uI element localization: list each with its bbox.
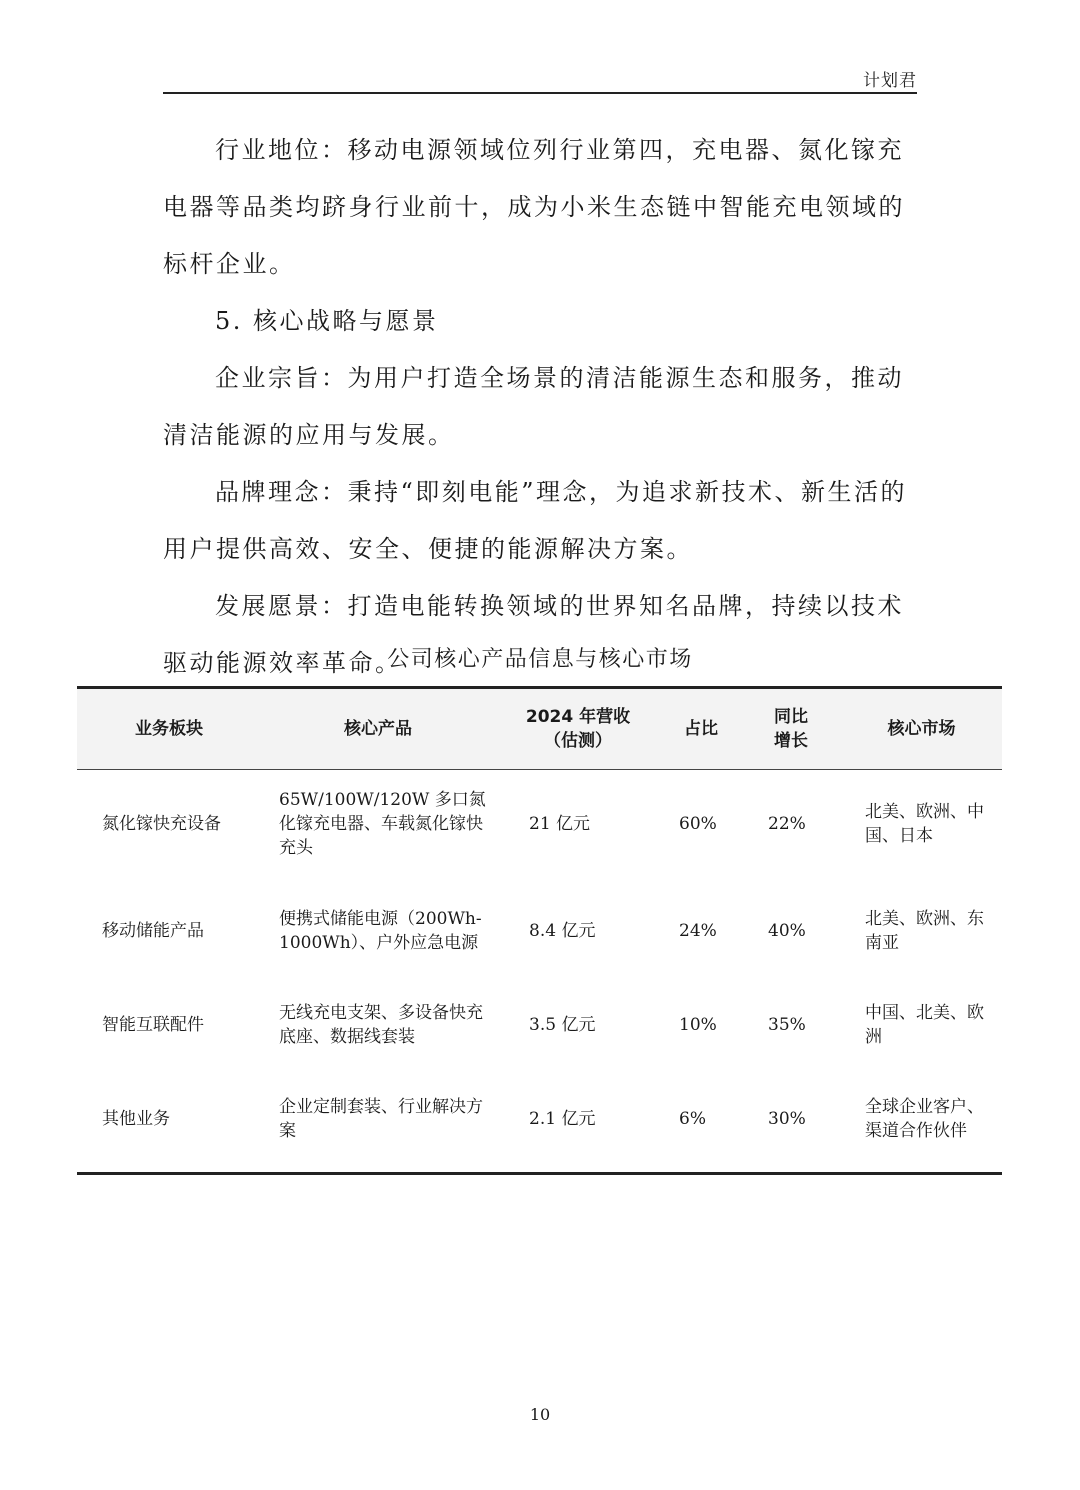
header-markets: 核心市场 bbox=[841, 688, 1002, 770]
cell-segment: 其他业务 bbox=[102, 1109, 170, 1129]
cell-markets: 北美、欧洲、东南亚 bbox=[865, 909, 984, 953]
cell-products: 企业定制套装、行业解决方案 bbox=[279, 1097, 483, 1141]
cell-segment: 氮化镓快充设备 bbox=[102, 814, 221, 834]
table-header-row bbox=[77, 688, 1002, 770]
cell-products: 便携式储能电源（200Wh-1000Wh）、户外应急电源 bbox=[279, 909, 482, 953]
cell-markets: 北美、欧洲、中国、日本 bbox=[865, 802, 984, 846]
cell-growth: 30% bbox=[768, 1109, 806, 1129]
cell-share: 10% bbox=[679, 1015, 717, 1035]
cell-growth: 35% bbox=[768, 1015, 806, 1035]
header-segment: 业务板块 bbox=[77, 688, 261, 770]
cell-markets: 全球企业客户、渠道合作伙伴 bbox=[865, 1097, 984, 1141]
paragraph-mission: 企业宗旨：为用户打造全场景的清洁能源生态和服务，推动清洁能源的应用与发展。 bbox=[163, 364, 904, 449]
products-table bbox=[77, 686, 1002, 1175]
paragraph-industry-position: 行业地位：移动电源领域位列行业第四，充电器、氮化镓充电器等品类均跻身行业前十，成为小米生态链中智能充电领域的标杆企业。 bbox=[163, 136, 905, 278]
table-row bbox=[77, 878, 1002, 984]
table-row bbox=[77, 984, 1002, 1066]
cell-products: 65W/100W/120W 多口氮化镓充电器、车载氮化镓快充头 bbox=[279, 790, 486, 858]
header-share: 占比 bbox=[661, 688, 741, 770]
cell-growth: 22% bbox=[768, 814, 806, 834]
cell-share: 60% bbox=[679, 814, 717, 834]
header-revenue: 2024 年营收（估测） bbox=[495, 688, 661, 770]
header-products: 核心产品 bbox=[261, 688, 495, 770]
table-row bbox=[77, 770, 1002, 879]
header-title: 计划君 bbox=[863, 71, 917, 91]
cell-revenue: 2.1 亿元 bbox=[529, 1109, 596, 1129]
page-header bbox=[163, 60, 917, 94]
section-heading: 5. 核心战略与愿景 bbox=[215, 307, 439, 335]
table-row bbox=[77, 1066, 1002, 1174]
cell-markets: 中国、北美、欧洲 bbox=[865, 1003, 984, 1047]
header-growth: 同比增长 bbox=[741, 688, 841, 770]
table-caption: 公司核心产品信息与核心市场 bbox=[387, 647, 693, 672]
cell-segment: 移动储能产品 bbox=[102, 921, 204, 941]
cell-segment: 智能互联配件 bbox=[102, 1015, 204, 1035]
cell-revenue: 8.4 亿元 bbox=[529, 921, 596, 941]
cell-share: 24% bbox=[679, 921, 717, 941]
cell-share: 6% bbox=[679, 1109, 706, 1129]
paragraph-brand-philosophy: 品牌理念：秉持“即刻电能”理念，为追求新技术、新生活的用户提供高效、安全、便捷的能源解决方案。 bbox=[163, 478, 908, 563]
body-text bbox=[163, 122, 923, 692]
cell-revenue: 3.5 亿元 bbox=[529, 1015, 596, 1035]
cell-products: 无线充电支架、多设备快充底座、数据线套装 bbox=[279, 1003, 483, 1047]
page-number: 10 bbox=[529, 1405, 551, 1424]
cell-revenue: 21 亿元 bbox=[529, 814, 591, 834]
cell-growth: 40% bbox=[768, 921, 806, 941]
paragraph-vision: 发展愿景：打造电能转换领域的世界知名品牌，持续以技术驱动能源效率革命。 bbox=[163, 592, 904, 677]
